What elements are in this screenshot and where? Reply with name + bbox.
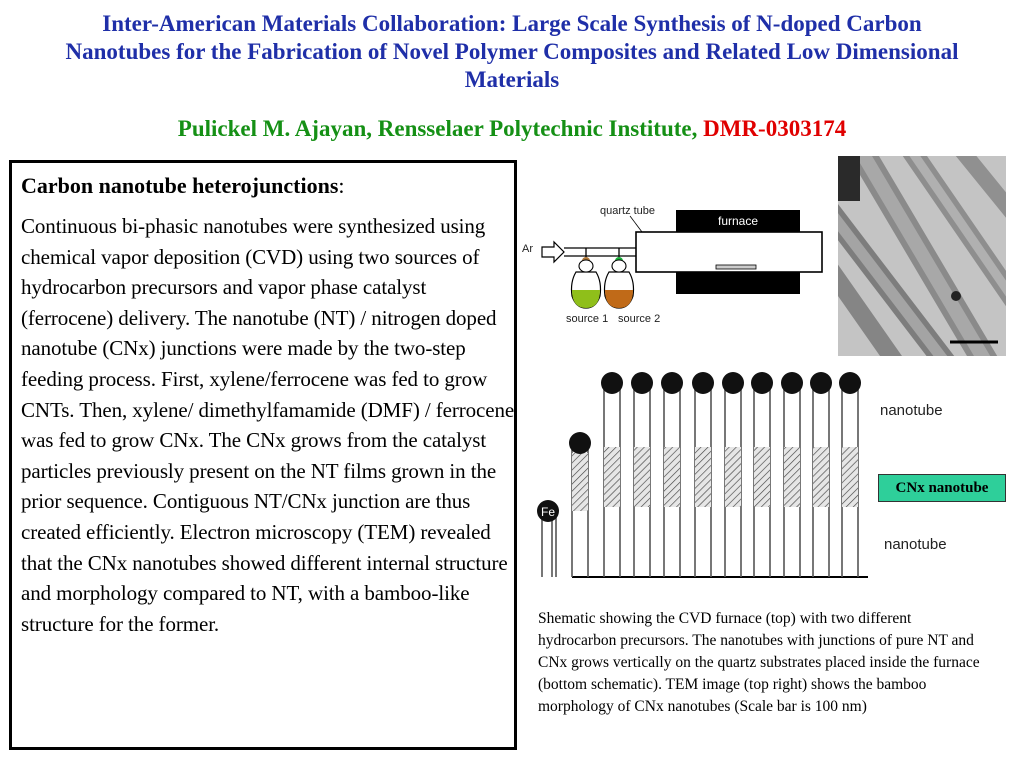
furnace-label: furnace <box>717 214 759 228</box>
grant-number: DMR-0303174 <box>703 116 847 141</box>
catalyst-particle <box>569 432 591 454</box>
author-line <box>20 115 1004 143</box>
source-1-label: source 1 <box>566 313 609 325</box>
source-2-flask <box>605 257 634 308</box>
heterojunction-tube-8 <box>810 372 832 577</box>
quartz-tube-label: quartz tube <box>600 205 656 217</box>
description-text: Continuous bi-phasic nanotubes were synthesized using chemical vapor deposition (CVD) using two sources of hydrocarbon precursors and vapor phase catalyst (ferrocene) delivery. The nanotube (NT) / nitrogen doped nanotube (CNx) junctions were made by the two-step feeding process. First, xylene/ferrocene was fed to grow CNTs. Then, xylene/ dimethylfamamide (DMF) / ferrocene was fed to grow CNx. The CNx grows from the catalyst particles previously present on the NT films grown in the prior sequence. Contiguous NT/CNx junction are thus created efficiently. Electron microscopy (TEM) revealed that the CNx nanotubes showed different internal structure and morphology compared to NT, with a bamboo-like structure for the former. <box>21 214 515 636</box>
tem-micrograph <box>838 156 1006 356</box>
section-heading <box>21 173 514 199</box>
tem-dark-corner <box>838 156 860 201</box>
heterojunction-tube-2 <box>631 372 653 577</box>
heterojunction-tube-6 <box>751 372 773 577</box>
early-cnx-segment <box>572 453 588 511</box>
cvd-furnace-diagram <box>520 196 826 328</box>
quartz-substrate <box>716 265 756 269</box>
heading-text: Carbon nanotube heterojunctions <box>21 173 339 198</box>
source-1-flask <box>572 257 601 308</box>
gas-lines <box>564 248 636 264</box>
heterojunction-nanotube-array <box>601 372 861 577</box>
heading-colon: : <box>338 173 345 198</box>
nanotube-bottom-label-html: nanotube <box>884 536 947 553</box>
heterojunction-tube-1 <box>601 372 623 577</box>
cnx-nanotube-label: CNx nanotube <box>878 474 1006 502</box>
author-name: Pulickel M. Ajayan, Rensselaer Polytechnic Institute, <box>177 116 698 141</box>
nanotube-top-label-html: nanotube <box>880 402 943 419</box>
ar-label: Ar <box>522 243 533 255</box>
fe-label: Fe <box>540 505 556 519</box>
ar-inlet-arrow <box>542 242 564 262</box>
slide-title: Inter-American Materials Collaboration: Large Scale Synthesis of N-doped Carbon Nanotubes for the Fabrication of Novel Polymer Composites and Related Low Dimensional Materials <box>65 11 959 92</box>
heterojunction-tube-3 <box>661 372 683 577</box>
source-2-label: source 2 <box>618 313 661 325</box>
figure-caption: Shematic showing the CVD furnace (top) with two different hydrocarbon precursors. The nanotubes with junctions of pure NT and CNx grows vertically on the quartz substrates placed inside the furnace (bottom schematic). TEM image (top right) shows the bamboo morphology of CNx nanotubes (Scale bar is 100 nm) <box>538 610 980 715</box>
description-box <box>9 160 517 750</box>
heterojunction-tube-5 <box>722 372 744 577</box>
nanotube-growth-schematic <box>528 365 868 585</box>
heterojunction-tube-7 <box>781 372 803 577</box>
tem-catalyst-particle <box>951 291 961 301</box>
heterojunction-tube-4 <box>692 372 714 577</box>
heterojunction-tube-9 <box>839 372 861 577</box>
quartz-tube-pointer <box>630 216 642 232</box>
